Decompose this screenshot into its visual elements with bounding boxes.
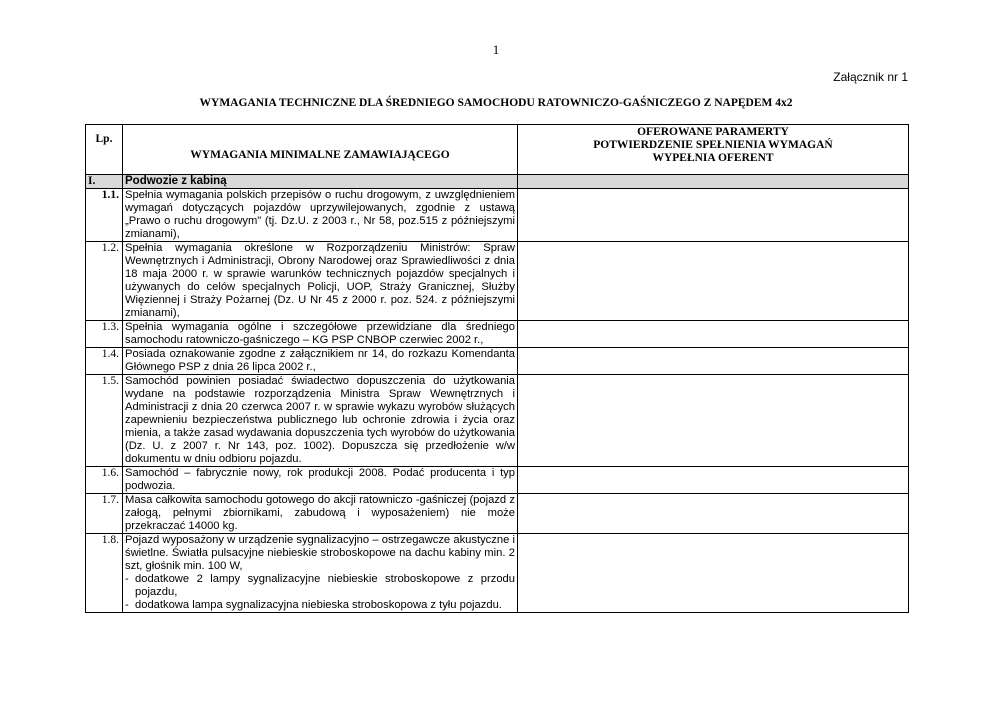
requirement-paragraph: Masa całkowita samochodu gotowego do akcji ratowniczo -gaśniczej (pojazd z załogą, pełnymi zbiornikami, zabudową i wyposażeniem) nie może przekraczać 14000 kg. [125,494,515,532]
row-number: 1.1. [86,189,123,242]
offer-input-cell[interactable] [518,467,909,494]
table-row [86,375,909,467]
header-lp: Lp. [86,125,123,175]
requirement-text [123,375,518,467]
requirement-paragraph: Samochód – fabrycznie nowy, rok produkcji 2008. Podać producenta i typ podwozia. [125,467,515,492]
section-row [86,175,909,189]
header-offered-params [518,125,909,175]
requirements-table [85,124,909,613]
requirement-paragraph: Samochód powinien posiadać świadectwo dopuszczenia do użytkowania wydane na podstawie rozporządzenia Ministra Spraw Wewnętrznych i Administracji z dnia 20 czerwca 2007 r. w sprawie wykazu wyrobów służących zapewnieniu bezpieczeństwa publicznego lub ochronie zdrowia i życia oraz mienia, a także zasad wydawania dopuszczenia tych wyrobów do użytkowania (Dz. U. z 2007 r. Nr 143, poz. 1002). Dopuszcza się przedłożenie w/w dokumentu w dniu odbioru pojazdu. [125,375,515,465]
document-title: WYMAGANIA TECHNICZNE DLA ŚREDNIEGO SAMOCHODU RATOWNICZO-GAŚNICZEGO Z NAPĘDEM 4x2 [199,97,793,109]
header-offered-line-1: OFEROWANE PARAMERTY [637,126,789,138]
requirement-paragraph: Posiada oznakowanie zgodne z załącznikiem nr 14, do rozkazu Komendanta Głównego PSP z dnia 26 lipca 2002 r., [125,348,515,373]
offer-input-cell[interactable] [518,321,909,348]
requirement-text [123,348,518,375]
offer-input-cell[interactable] [518,189,909,242]
bullet-dash: - [125,599,129,611]
table-row [86,189,909,242]
requirement-text [123,242,518,321]
row-number: 1.4. [86,348,123,375]
header-min-requirements: WYMAGANIA MINIMALNE ZAMAWIAJĄCEGO [123,125,518,175]
row-number: 1.3. [86,321,123,348]
header-offered-line-2: POTWIERDZENIE SPEŁNIENIA WYMAGAŃ [593,139,833,151]
table-row [86,242,909,321]
row-number: 1.6. [86,467,123,494]
offer-input-cell[interactable] [518,348,909,375]
table-row [86,321,909,348]
bullet-dash: - [125,573,129,585]
requirement-text [123,467,518,494]
page-number: 1 [492,42,500,57]
offer-input-cell[interactable] [518,534,909,613]
row-number: 1.2. [86,242,123,321]
table-row [86,348,909,375]
requirement-text [123,494,518,534]
requirement-bullet [125,573,515,599]
offer-input-cell[interactable] [518,494,909,534]
requirement-paragraph: Spełnia wymagania określone w Rozporządzeniu Ministrów: Spraw Wewnętrznych i Administracji, Obrony Narodowej oraz Sprawiedliwości z dnia 18 maja 2000 r. w sprawie warunków technicznych pojazdów specjalnych i używanych do celów specjalnych Policji, UOP, Straży Granicznej, Służby Więziennej i Straży Pożarnej (Dz. U Nr 45 z 2000 r. poz. 524. z późniejszymi zmianami), [125,242,515,319]
table-row [86,534,909,613]
requirement-bullet [125,599,515,612]
row-number: 1.8. [86,534,123,613]
bullet-text: dodatkowa lampa sygnalizacyjna niebieska stroboskopowa z tyłu pojazdu. [135,599,502,611]
offer-input-cell[interactable] [518,375,909,467]
table-header-row [86,125,909,175]
section-number: I. [86,175,123,189]
requirement-paragraph: Spełnia wymagania ogólne i szczegółowe przewidziane dla średniego samochodu ratowniczo-gaśniczego – KG PSP CNBOP czerwiec 2002 r., [125,321,515,346]
requirement-text [123,321,518,348]
row-number: 1.5. [86,375,123,467]
bullet-text: dodatkowe 2 lampy sygnalizacyjne niebieskie stroboskopowe z przodu pojazdu, [135,573,515,598]
annex-label: Załącznik nr 1 [833,70,908,84]
table-row [86,494,909,534]
requirement-text [123,189,518,242]
section-offer-cell [518,175,909,189]
offer-input-cell[interactable] [518,242,909,321]
section-title: Podwozie z kabiną [123,175,518,189]
row-number: 1.7. [86,494,123,534]
requirement-paragraph: Spełnia wymagania polskich przepisów o ruchu drogowym, z uwzględnieniem wymagań dotyczących pojazdów uprzywilejowanych, zgodnie z ustawą „Prawo o ruchu drogowym" (tj. Dz.U. z 2003 r., Nr 58, poz.515 z późniejszymi zmianami), [125,189,515,240]
requirement-paragraph: Pojazd wyposażony w urządzenie sygnalizacyjno – ostrzegawcze akustyczne i świetlne. Światła pulsacyjne niebieskie stroboskopowe na dachu kabiny min. 2 szt, głośnik min. 100 W, [125,534,515,572]
table-row [86,467,909,494]
header-offered-line-3: WYPEŁNIA OFERENT [652,152,774,164]
requirement-text [123,534,518,613]
